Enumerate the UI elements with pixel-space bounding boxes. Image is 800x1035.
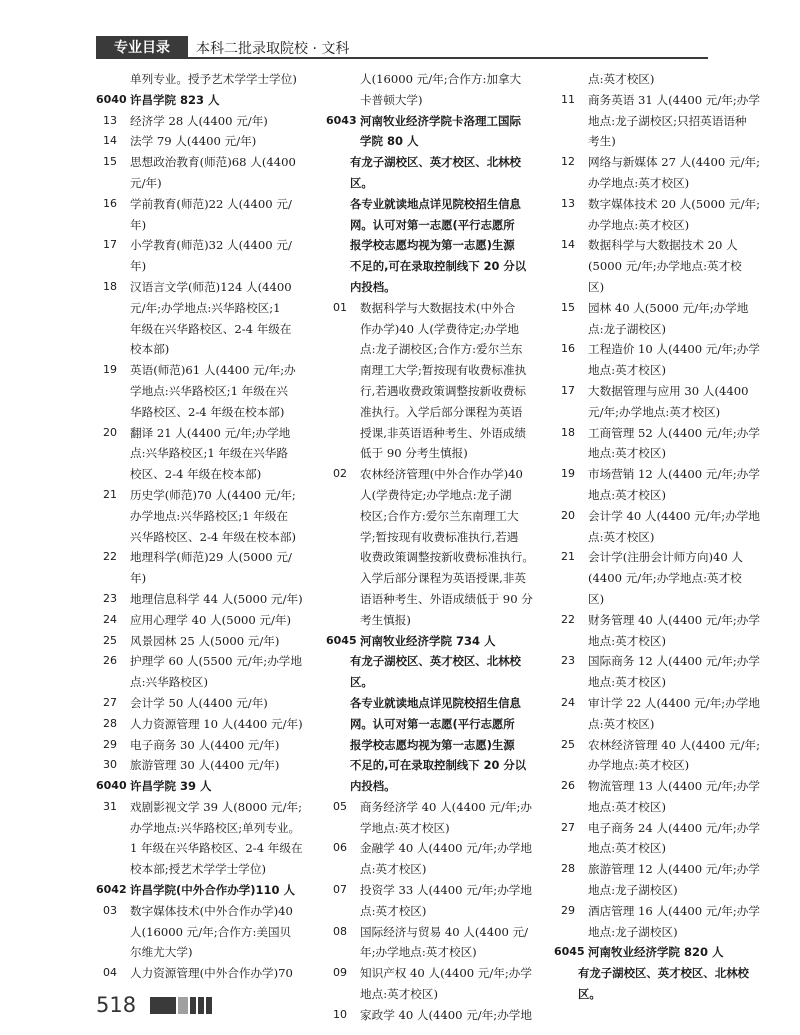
major-number: 28 — [561, 862, 575, 876]
continuation-line: 校本部) — [130, 342, 170, 357]
major-text: 人力资源管理(中外合作办学)70 — [130, 966, 293, 981]
major-text: 旅游管理 30 人(4400 元/年) — [130, 758, 280, 773]
school-code: 6040 — [96, 779, 127, 793]
major-number: 14 — [561, 238, 575, 252]
major-entry — [554, 464, 768, 485]
school-name: 许昌学院(中外合作办学)110 人 — [130, 883, 296, 898]
major-text: 农林经济管理 40 人(4400 元/年; — [588, 737, 760, 752]
major-text: 旅游管理 12 人(4400 元/年;办学 — [588, 862, 760, 877]
school-note-line: 不足的,可在录取控制线下 20 分以 — [350, 259, 527, 274]
major-number: 10 — [333, 1007, 347, 1021]
continuation-line: 办学地点:英才校区) — [588, 758, 690, 773]
major-text: 英语(师范)61 人(4400 元/年;办 — [130, 363, 296, 378]
major-number: 27 — [103, 695, 117, 709]
continuation-line: 作办学)40 人(学费待定;办学地 — [360, 321, 519, 336]
major-entry — [96, 235, 310, 256]
continuation-line: 南理工大学;暂按现有收费标准执 — [360, 363, 527, 378]
continuation-line: 地点:英才校区) — [588, 633, 666, 648]
major-number: 19 — [561, 467, 575, 481]
school-note-line: 内投档。 — [350, 779, 396, 794]
page-header — [96, 36, 708, 58]
major-number: 29 — [103, 737, 117, 751]
continuation-line: 点:兴华路校区;1 年级在兴华路 — [130, 446, 288, 461]
major-entry — [96, 755, 310, 776]
footer-bar — [206, 997, 212, 1014]
school-code: 6042 — [96, 883, 127, 897]
major-entry — [554, 859, 768, 880]
continuation-line: 地点:英才校区) — [588, 841, 666, 856]
footer-bar — [150, 997, 176, 1014]
major-text: 电子商务 30 人(4400 元/年) — [130, 737, 280, 752]
page-number: 518 — [96, 993, 137, 1017]
major-entry — [326, 963, 540, 984]
major-entry — [326, 797, 540, 818]
continuation-line: 元/年;办学地点:兴华路校区;1 — [130, 300, 281, 315]
major-number: 16 — [103, 196, 117, 210]
school-note-line: 有龙子湖校区、英才校区、北林校区。 — [350, 654, 521, 690]
major-text: 金融学 40 人(4400 元/年;办学地 — [360, 841, 532, 856]
major-text: 工程造价 10 人(4400 元/年;办学 — [588, 342, 760, 357]
continuation-line: 人(16000 元/年;合作方:美国贝 — [130, 924, 292, 939]
major-entry — [96, 714, 310, 735]
continuation-line: 低于 90 分考生慎报) — [360, 446, 468, 461]
school-code: 6040 — [96, 92, 127, 106]
school-entry — [326, 631, 540, 652]
continuation-line: 校区;合作方:爱尔兰东南理工大 — [360, 508, 519, 523]
continuation-line: (5000 元/年;办学地点:英才校 — [588, 259, 742, 274]
major-text: 会计学 50 人(4400 元/年) — [130, 695, 268, 710]
major-entry — [96, 360, 310, 381]
school-note-line: 网。认可对第一志愿(平行志愿所 — [350, 716, 515, 731]
school-entry — [554, 942, 768, 963]
major-number: 21 — [561, 550, 575, 564]
major-number: 05 — [333, 799, 347, 813]
continuation-line: 行,若遇收费政策调整按新收费标 — [360, 383, 526, 398]
major-entry — [326, 838, 540, 859]
major-number: 29 — [561, 903, 575, 917]
major-entry — [96, 277, 310, 298]
major-entry — [96, 693, 310, 714]
major-text: 会计学 40 人(4400 元/年;办学地 — [588, 508, 760, 523]
major-text: 国际商务 12 人(4400 元/年;办学 — [588, 654, 760, 669]
major-number: 27 — [561, 820, 575, 834]
major-text: 工商管理 52 人(4400 元/年;办学 — [588, 425, 760, 440]
major-text: 翻译 21 人(4400 元/年;办学地 — [130, 425, 291, 440]
continuation-line: 点:龙子湖校区;合作方:爱尔兰东 — [360, 342, 523, 357]
major-text: 物流管理 13 人(4400 元/年;办学 — [588, 779, 760, 794]
continuation-line: 授课,非英语语种考生、外语成绩 — [360, 425, 526, 440]
major-number: 18 — [103, 279, 117, 293]
major-entry — [554, 818, 768, 839]
major-text: 会计学(注册会计师方向)40 人 — [588, 550, 744, 565]
major-text: 农林经济管理(中外合作办学)40 — [360, 467, 523, 482]
continuation-line: 元/年;办学地点:英才校区) — [588, 404, 721, 419]
major-entry — [554, 610, 768, 631]
school-name: 许昌学院 39 人 — [130, 779, 212, 794]
major-number: 15 — [103, 155, 117, 169]
major-entry — [96, 131, 310, 152]
header-rule — [96, 57, 708, 59]
major-number: 01 — [333, 300, 347, 314]
major-number: 25 — [561, 737, 575, 751]
major-text: 审计学 22 人(4400 元/年;办学地 — [588, 695, 760, 710]
school-entry — [96, 880, 310, 901]
continuation-line: 考生慎报) — [360, 612, 411, 627]
major-number: 09 — [333, 966, 347, 980]
continuation-line: 收费政策调整按新收费标准执行。 — [360, 550, 534, 565]
major-number: 14 — [103, 134, 117, 148]
continuation-line: 点:英才校区) — [588, 529, 655, 544]
major-number: 15 — [561, 300, 575, 314]
major-number: 17 — [103, 238, 117, 252]
continuation-line: 卡普顿大学) — [360, 92, 423, 107]
major-text: 戏剧影视文学 39 人(8000 元/年; — [130, 799, 302, 814]
major-entry — [326, 298, 540, 319]
major-number: 23 — [103, 591, 117, 605]
continuation-line: 地点:英才校区) — [588, 363, 666, 378]
school-name: 河南牧业经济学院 820 人 — [588, 945, 724, 960]
major-text: 小学教育(师范)32 人(4400 元/ — [130, 238, 292, 253]
major-text: 网络与新媒体 27 人(4400 元/年; — [588, 155, 760, 170]
continuation-line: 年级在兴华路校区、2-4 年级在 — [130, 321, 292, 336]
major-text: 家政学 40 人(4400 元/年;办学地 — [360, 1007, 532, 1022]
school-note-line: 有龙子湖校区、英才校区、北林校区。 — [350, 155, 521, 190]
major-entry — [554, 152, 768, 173]
footer-decoration — [150, 997, 212, 1014]
school-note-line: 不足的,可在录取控制线下 20 分以 — [350, 758, 527, 773]
continuation-line: 兴华路校区、2-4 年级在校本部) — [130, 529, 297, 544]
major-entry — [96, 547, 310, 568]
school-code: 6043 — [326, 113, 357, 127]
major-text: 数字媒体技术(中外合作办学)40 — [130, 903, 293, 918]
school-code: 6045 — [554, 945, 585, 959]
school-name: 河南牧业经济学院 734 人 — [360, 633, 496, 648]
major-entry — [554, 547, 768, 568]
major-entry — [326, 464, 540, 485]
major-entry — [554, 506, 768, 527]
major-text: 经济学 28 人(4400 元/年) — [130, 113, 268, 128]
major-number: 16 — [561, 342, 575, 356]
major-entry — [554, 90, 768, 111]
major-text: 学前教育(师范)22 人(4400 元/ — [130, 196, 292, 211]
continuation-line: 地点:龙子湖校区;只招英语语种 — [588, 113, 747, 128]
continuation-line: 办学地点:英才校区) — [588, 175, 690, 190]
major-number: 22 — [103, 550, 117, 564]
continuation-line: 地点:龙子湖校区) — [588, 883, 678, 898]
continuation-line: 学地点:兴华路校区;1 年级在兴 — [130, 383, 288, 398]
major-number: 19 — [103, 363, 117, 377]
continuation-line: 点:英才校区) — [588, 716, 655, 731]
major-text: 酒店管理 16 人(4400 元/年;办学 — [588, 903, 760, 918]
major-text: 风景园林 25 人(5000 元/年) — [130, 633, 280, 648]
continuation-line: (4400 元/年;办学地点:英才校 — [588, 571, 742, 586]
continuation-line: 地点:龙子湖校区) — [588, 924, 678, 939]
continuation-line: 办学地点:兴华路校区;1 年级在 — [130, 508, 288, 523]
major-entry — [554, 735, 768, 756]
column-left — [96, 69, 310, 984]
major-entry — [96, 797, 310, 818]
major-text: 地理信息科学 44 人(5000 元/年) — [130, 591, 303, 606]
continuation-line: 校本部;授艺术学学士学位) — [130, 862, 266, 877]
major-entry — [96, 111, 310, 132]
major-number: 13 — [103, 113, 117, 127]
continuation-line: 尔维尤大学) — [130, 945, 193, 960]
major-entry — [96, 152, 310, 173]
major-number: 18 — [561, 425, 575, 439]
continuation-line: 点:英才校区) — [360, 862, 427, 877]
school-note-line: 有龙子湖校区、英才校区、北林校区。 — [578, 966, 749, 1002]
major-text: 思想政治教育(师范)68 人(4400 — [130, 155, 296, 170]
major-entry — [326, 880, 540, 901]
continuation-line: 校区、2-4 年级在校本部) — [130, 467, 262, 482]
continuation-line: 年) — [130, 571, 147, 586]
continuation-line: 点:兴华路校区) — [130, 675, 208, 690]
school-name: 河南牧业经济学院卡洛理工国际 — [360, 113, 521, 128]
major-number: 22 — [561, 612, 575, 626]
major-number: 20 — [561, 508, 575, 522]
major-text: 商务英语 31 人(4400 元/年;办学 — [588, 92, 760, 107]
footer-bar — [190, 997, 196, 1014]
continuation-line: 学;暂按现有收费标准执行,若遇 — [360, 529, 519, 544]
school-note-line: 各专业就读地点详见院校招生信息 — [350, 695, 521, 710]
column-right — [554, 69, 768, 1005]
major-number: 31 — [103, 799, 117, 813]
major-entry — [554, 423, 768, 444]
continuation-line: 语语种考生、外语成绩低于 90 分 — [360, 591, 533, 606]
continuation-line: 学地点:英才校区) — [360, 820, 450, 835]
major-number: 23 — [561, 654, 575, 668]
footer-bar — [178, 997, 188, 1014]
school-note-line: 报学校志愿均视为第一志愿)生源 — [350, 238, 515, 253]
major-text: 投资学 33 人(4400 元/年;办学地 — [360, 883, 532, 898]
major-entry — [96, 485, 310, 506]
major-entry — [96, 589, 310, 610]
school-entry — [96, 776, 310, 797]
major-number: 04 — [103, 966, 117, 980]
major-text: 园林 40 人(5000 元/年;办学地 — [588, 300, 749, 315]
major-number: 07 — [333, 883, 347, 897]
school-name: 学院 80 人 — [360, 134, 419, 149]
major-text: 汉语言文学(师范)124 人(4400 — [130, 279, 292, 294]
major-text: 历史学(师范)70 人(4400 元/年; — [130, 487, 296, 502]
section-subtitle: 本科二批录取院校 · 文科 — [196, 41, 350, 57]
school-entry — [96, 90, 310, 111]
continuation-line: 准执行。入学后部分课程为英语 — [360, 404, 523, 419]
major-text: 地理科学(师范)29 人(5000 元/ — [130, 550, 292, 565]
footer-bar — [198, 997, 204, 1014]
major-entry — [326, 1005, 540, 1026]
major-text: 国际经济与贸易 40 人(4400 元/ — [360, 924, 529, 939]
continuation-line: 单列专业。授予艺术学学士学位) — [130, 72, 297, 86]
major-number: 17 — [561, 383, 575, 397]
major-text: 法学 79 人(4400 元/年) — [130, 134, 257, 149]
continuation-line: 华路校区、2-4 年级在校本部) — [130, 404, 285, 419]
major-text: 市场营销 12 人(4400 元/年;办学 — [588, 467, 760, 482]
major-number: 02 — [333, 467, 347, 481]
major-number: 13 — [561, 196, 575, 210]
major-entry — [554, 651, 768, 672]
major-entry — [96, 735, 310, 756]
major-text: 电子商务 24 人(4400 元/年;办学 — [588, 820, 760, 835]
continuation-line: 点:英才校区) — [588, 72, 655, 86]
major-entry — [96, 651, 310, 672]
continuation-line: 区) — [588, 279, 605, 294]
major-entry — [554, 693, 768, 714]
major-entry — [554, 901, 768, 922]
major-entry — [554, 339, 768, 360]
major-text: 数据科学与大数据技术 20 人 — [588, 238, 738, 253]
continuation-line: 地点:英才校区) — [588, 799, 666, 814]
major-number: 06 — [333, 841, 347, 855]
major-text: 人力资源管理 10 人(4400 元/年) — [130, 716, 303, 731]
continuation-line: 区) — [588, 591, 605, 606]
major-entry — [96, 423, 310, 444]
continuation-line: 入学后部分课程为英语授课,非英 — [360, 571, 526, 586]
major-number: 24 — [103, 612, 117, 626]
major-number: 26 — [561, 779, 575, 793]
continuation-line: 考生) — [588, 134, 616, 149]
page-footer — [96, 992, 212, 1018]
major-text: 护理学 60 人(5500 元/年;办学地 — [130, 654, 302, 669]
continuation-line: 年;办学地点:英才校区) — [360, 945, 477, 960]
major-text: 应用心理学 40 人(5000 元/年) — [130, 612, 292, 627]
major-text: 知识产权 40 人(4400 元/年;办学 — [360, 966, 532, 981]
continuation-line: 点:英才校区) — [360, 903, 427, 918]
major-number: 08 — [333, 924, 347, 938]
school-name: 许昌学院 823 人 — [130, 92, 220, 107]
continuation-line: 办学地点:英才校区) — [588, 217, 690, 232]
major-number: 30 — [103, 758, 117, 772]
continuation-line: 地点:英才校区) — [588, 487, 666, 502]
major-number: 12 — [561, 155, 575, 169]
continuation-line: 人(学费待定;办学地点:龙子湖 — [360, 487, 512, 502]
school-entry — [326, 111, 540, 132]
major-entry — [554, 235, 768, 256]
major-entry — [96, 194, 310, 215]
major-number: 25 — [103, 633, 117, 647]
major-entry — [326, 922, 540, 943]
major-text: 商务经济学 40 人(4400 元/年;办 — [360, 799, 532, 814]
major-entry — [96, 631, 310, 652]
school-code: 6045 — [326, 633, 357, 647]
continuation-line: 地点:英才校区) — [588, 675, 666, 690]
major-text: 大数据管理与应用 30 人(4400 — [588, 383, 749, 398]
continuation-line: 年) — [130, 259, 147, 274]
section-tab: 专业目录 — [96, 36, 188, 58]
column-middle — [326, 69, 540, 1026]
major-entry — [554, 194, 768, 215]
continuation-line: 人(16000 元/年;合作方:加拿大 — [360, 72, 522, 86]
major-text: 数字媒体技术 20 人(5000 元/年; — [588, 196, 760, 211]
continuation-line: 元/年) — [130, 175, 162, 190]
major-number: 20 — [103, 425, 117, 439]
continuation-line: 点:龙子湖校区) — [588, 321, 666, 336]
major-text: 财务管理 40 人(4400 元/年;办学 — [588, 612, 760, 627]
major-entry — [554, 298, 768, 319]
major-entry — [554, 776, 768, 797]
major-number: 28 — [103, 716, 117, 730]
major-entry — [96, 963, 310, 984]
school-note-line: 各专业就读地点详见院校招生信息 — [350, 196, 521, 211]
major-number: 03 — [103, 903, 117, 917]
continuation-line: 年) — [130, 217, 147, 232]
school-note-line: 网。认可对第一志愿(平行志愿所 — [350, 217, 515, 232]
school-entry — [326, 131, 540, 152]
continuation-line: 地点:英才校区) — [360, 987, 438, 1002]
continuation-line: 1 年级在兴华路校区、2-4 年级在 — [130, 841, 303, 856]
major-text: 数据科学与大数据技术(中外合 — [360, 300, 516, 315]
major-entry — [96, 901, 310, 922]
major-number: 21 — [103, 487, 117, 501]
major-number: 26 — [103, 654, 117, 668]
major-entry — [554, 381, 768, 402]
continuation-line: 办学地点:兴华路校区;单列专业。 — [130, 820, 301, 835]
major-number: 24 — [561, 695, 575, 709]
major-number: 11 — [561, 92, 575, 106]
school-note-line: 报学校志愿均视为第一志愿)生源 — [350, 737, 515, 752]
continuation-line: 地点:英才校区) — [588, 446, 666, 461]
school-note-line: 内投档。 — [350, 279, 396, 294]
major-entry — [96, 610, 310, 631]
